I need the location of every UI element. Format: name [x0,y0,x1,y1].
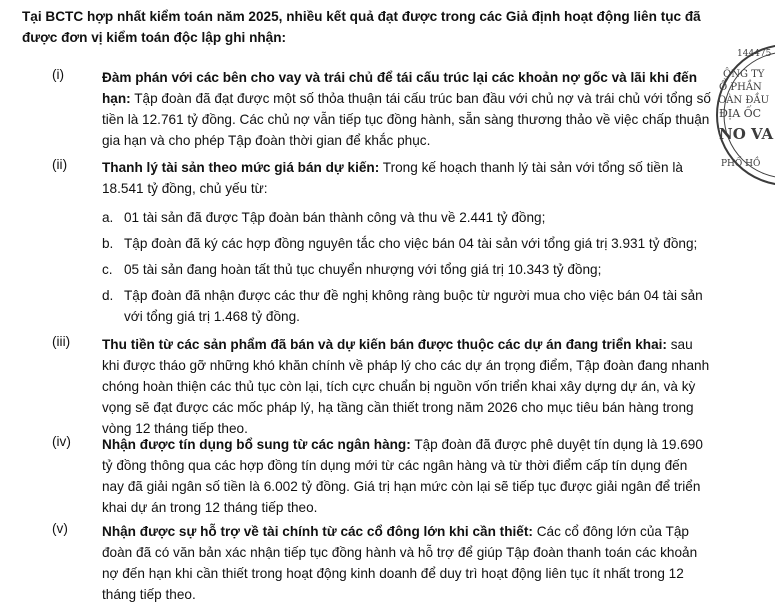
item-body [102,157,712,332]
item-heading: Thanh lý tài sản theo mức giá bán dự kiến: [102,160,380,175]
stamp-text-line: ÔNG TY [723,69,765,80]
item-text: Trong kế hoạch thanh lý tài sản với tổng số tiền là 18.541 tỷ đồng, chủ yếu từ: [102,160,683,196]
item-heading: Nhận được tín dụng bổ sung từ các ngân hàng: [102,437,411,452]
item-number: (v) [52,521,68,536]
stamp-text-line: NO VA [719,125,774,143]
sub-list [102,207,712,327]
sub-item-a [102,207,712,228]
sub-letter: b. [102,236,114,251]
sub-letter: d. [102,288,114,303]
item-body [102,434,712,518]
item-heading: Nhận được sự hỗ trợ về tài chính từ các cổ đông lớn khi cần thiết: [102,524,533,539]
item-heading: Thu tiền từ các sản phẩm đã bán và dự kiến bán được thuộc các dự án đang triển khai: [102,337,667,352]
stamp-text-line: ĐỊA ỐC [719,107,762,120]
intro-paragraph: Tại BCTC hợp nhất kiểm toán năm 2025, nhiều kết quả đạt được trong các Giả định hoạt động liên tục đã được đơn vị kiểm toán độc lập ghi nhận: [22,9,701,45]
item-body [102,521,712,605]
sub-text: 05 tài sản đang hoàn tất thủ tục chuyển nhượng với tổng giá trị 10.343 tỷ đồng; [124,262,602,277]
item-text: Các cổ đông lớn của Tập đoàn đã có văn bản xác nhận tiếp tục đồng hành và hỗ trợ để giúp Tập đoàn thanh toán các khoản nợ đến hạn khi cần thiết trong hoạt động kinh doanh để duy trì hoạt động liên tục ít nhất trong 12 tháng tiếp theo. [102,524,698,602]
stamp-text-line: 144475 [737,49,772,59]
sub-item-b [102,233,712,254]
item-text: Tập đoàn đã đạt được một số thỏa thuận tái cấu trúc ban đầu với chủ nợ và trái chủ với tổng số tiền là 12.761 tỷ đồng. Các chủ nợ vẫn tiếp tục đồng hành, sẵn sàng thương thảo về việc chấp thuận gia hạn và cho phép Tập đoàn thời gian để khắc phục. [102,91,711,148]
item-body [102,334,712,439]
sub-letter: a. [102,210,114,225]
item-number: (ii) [52,157,68,172]
item-number: (i) [52,67,65,82]
sub-text: Tập đoàn đã ký các hợp đồng nguyên tắc cho việc bán 04 tài sản với tổng giá trị 3.931 tỷ đồng; [124,236,698,251]
stamp-text-line: OÀN ĐẦU [718,95,770,106]
item-number: (iv) [52,434,71,449]
item-text: sau khi được tháo gỡ những khó khăn chính về pháp lý cho các dự án trọng điểm, Tập đoàn đang nhanh chóng hoàn thiện các thủ tục còn lại, tích cực chuẩn bị nguồn vốn triển khai xây dựng dự án, và kỳ vọng sẽ đạt được các mốc pháp lý, hạ tầng cần thiết trong năm 2026 cho mục tiêu bán hàng trong vòng 12 tháng tiếp theo. [102,337,710,436]
sub-item-d [102,285,712,327]
sub-item-c [102,259,712,280]
item-body [102,67,712,151]
stamp-text-line: Ổ PHẦN [719,82,762,93]
item-heading: Đàm phán với các bên cho vay và trái chủ để tái cấu trúc lại các khoản nợ gốc và lãi khi đến hạn: [102,70,697,106]
sub-text: Tập đoàn đã nhận được các thư đề nghị không ràng buộc từ người mua cho việc bán 04 tài sản với tổng giá trị 1.468 tỷ đồng. [124,288,703,324]
item-text: Tập đoàn đã được phê duyệt tín dụng là 19.690 tỷ đồng thông qua các hợp đồng tín dụng mới từ các ngân hàng và từ thời điểm cấp tín dụng đến nay đã giải ngân số tiền là 6.002 tỷ đồng. Giá trị hạn mức còn lại sẽ tiếp tục được giải ngân để triển khai dự án trong 12 tháng tiếp theo. [102,437,703,515]
sub-text: 01 tài sản đã được Tập đoàn bán thành công và thu về 2.441 tỷ đồng; [124,210,546,225]
stamp-graphic [715,40,775,190]
item-number: (iii) [52,334,71,349]
company-stamp [715,40,775,190]
stamp-text-line: PHỐ HỒ [721,159,761,169]
sub-letter: c. [102,262,113,277]
